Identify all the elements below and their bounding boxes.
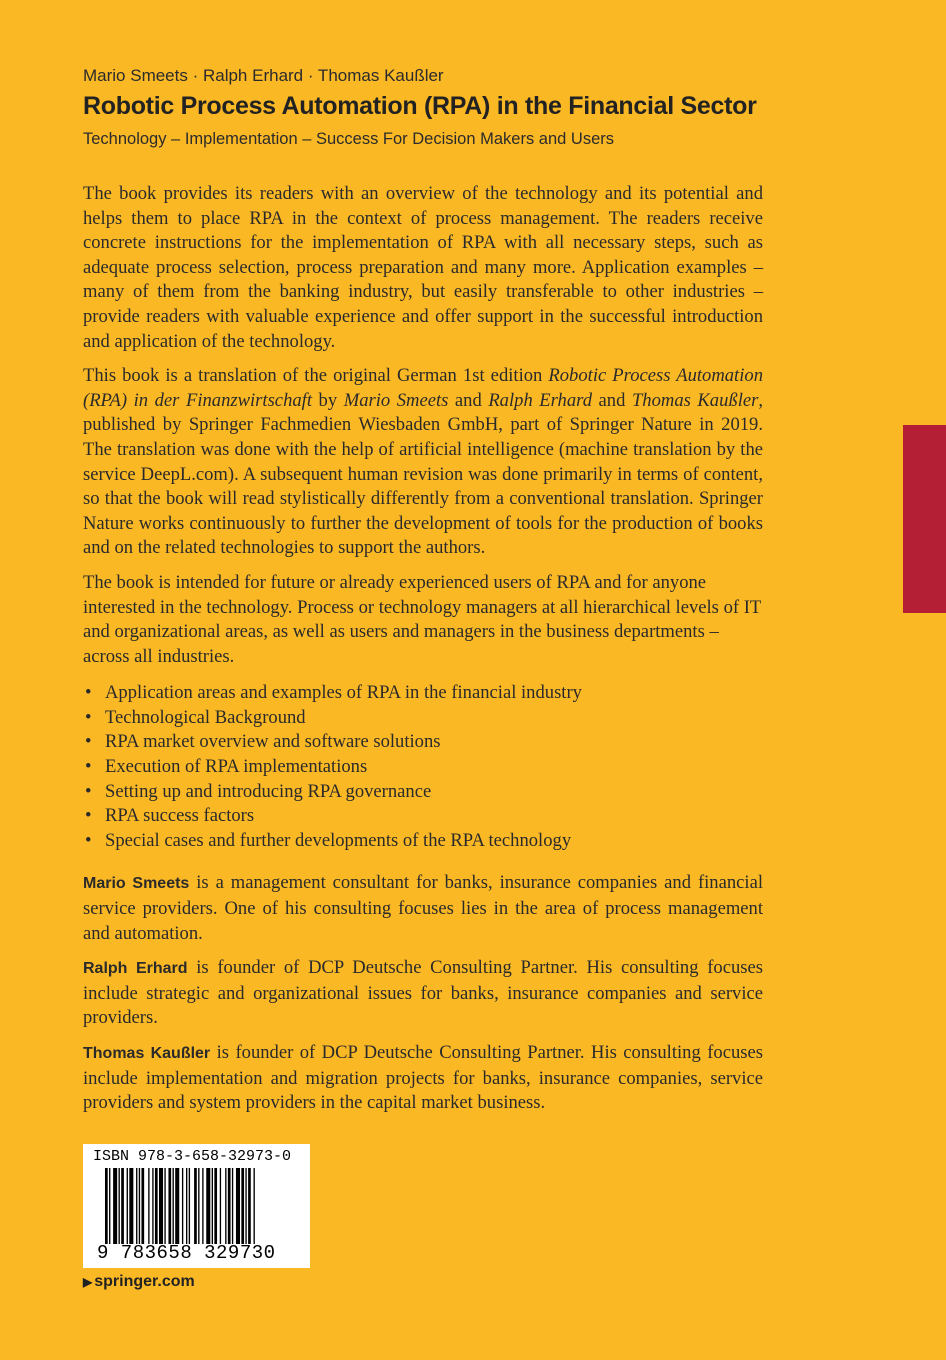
list-item-text: Technological Background	[105, 706, 306, 728]
list-item	[83, 804, 763, 829]
barcode-bar	[225, 1168, 226, 1244]
barcode-bar	[164, 1168, 165, 1244]
author-bio-erhard	[83, 956, 763, 1031]
bio-author-name: Thomas Kaußler	[83, 1045, 211, 1062]
barcode-bar	[159, 1168, 163, 1244]
website-label: springer.com	[94, 1273, 195, 1290]
author-name-italic: Thomas Kaußler	[631, 389, 759, 411]
para2-text: by	[312, 389, 344, 411]
barcode-bar	[173, 1168, 174, 1244]
barcode-bar	[168, 1168, 171, 1244]
barcode-bar	[139, 1168, 140, 1244]
barcode-bar	[232, 1168, 233, 1244]
list-item	[83, 706, 763, 731]
barcode-bar	[152, 1168, 153, 1244]
bio-author-name: Ralph Erhard	[83, 960, 188, 978]
description-paragraph-1: The book provides its readers with an overview of the technology and its potential and helps them to place RPA in the context of process management. The readers receive concrete instructions for the implementation of RPA with all necessary steps, such as adequate process selection, process preparation and many more. Application examples – many of them from the banking industry, but easily transferable to other industries – provide readers with valuable experience and offer support in the successful introduction and application of the technology.	[83, 183, 763, 352]
list-item-text: Special cases and further developments of the RPA technology	[105, 829, 572, 851]
description-paragraph-2	[83, 364, 763, 561]
barcode-bar	[245, 1168, 246, 1244]
barcode-bar	[119, 1168, 120, 1244]
isbn-digits: 9 783658 329730	[97, 1242, 276, 1264]
list-item-text: Application areas and examples of RPA in the financial industry	[105, 682, 582, 704]
bullet-icon: •	[85, 780, 92, 802]
original-title: Robotic Process Automation (RPA) in der Finanzwirtschaft	[83, 365, 763, 411]
para2-text: and	[448, 389, 489, 411]
barcode-bar	[175, 1168, 179, 1244]
isbn-label: ISBN 978-3-658-32973-0	[93, 1148, 292, 1165]
barcode-bar	[236, 1168, 240, 1244]
authors-line: Mario Smeets · Ralph Erhard · Thomas Kaußler	[83, 66, 444, 85]
bio-text: is a management consultant for banks, insurance companies and financial service providers. One of his consulting focuses lies in the area of process management and automation.	[83, 872, 763, 944]
springer-link[interactable]	[83, 1273, 195, 1291]
barcode-bar	[129, 1168, 133, 1244]
barcode-bar	[248, 1168, 251, 1244]
barcode-bar	[206, 1168, 210, 1244]
book-subtitle: Technology – Implementation – Success For Decision Makers and Users	[83, 130, 614, 148]
book-title: Robotic Process Automation (RPA) in the Financial Sector	[83, 92, 757, 120]
list-item	[83, 829, 763, 854]
barcode-bar	[228, 1168, 231, 1244]
barcode-bar	[155, 1168, 158, 1244]
barcode-bar	[127, 1168, 128, 1244]
barcode-bar	[136, 1168, 137, 1244]
barcode-bar	[198, 1168, 199, 1244]
author-name-italic: Ralph Erhard	[488, 389, 592, 411]
barcode-bar	[220, 1168, 221, 1244]
barcode-bar	[194, 1168, 197, 1244]
barcode-bar	[189, 1168, 190, 1244]
barcode-bar	[105, 1168, 108, 1244]
barcode-bar	[182, 1168, 183, 1244]
author-bio-smeets	[83, 871, 763, 946]
barcode-bar	[121, 1168, 124, 1244]
list-item-text: RPA market overview and software solutions	[105, 731, 441, 753]
list-item-text: RPA success factors	[105, 805, 255, 827]
barcode-bar	[186, 1168, 187, 1244]
arrow-right-icon: ▶	[83, 1275, 93, 1289]
barcode-bar	[202, 1168, 203, 1244]
barcode-bar	[212, 1168, 213, 1244]
bullet-icon: •	[85, 731, 92, 753]
author-name-italic: Mario Smeets	[343, 389, 449, 411]
bio-text: is founder of DCP Deutsche Consulting Partner. His consulting focuses include strategic and organizational issues for banks, insurance companies and service providers.	[83, 957, 763, 1029]
list-item	[83, 730, 763, 755]
bio-author-name: Mario Smeets	[83, 875, 190, 893]
list-item-text: Setting up and introducing RPA governance	[105, 780, 432, 802]
bullet-icon: •	[85, 756, 92, 778]
bullet-icon: •	[85, 682, 92, 704]
bullet-icon: •	[85, 805, 92, 827]
list-item-text: Execution of RPA implementations	[105, 756, 368, 778]
barcode-bar	[214, 1168, 217, 1244]
barcode-bar	[109, 1168, 110, 1244]
barcode-bar	[113, 1168, 117, 1244]
barcode-bar	[241, 1168, 244, 1244]
list-item	[83, 681, 763, 706]
bullet-icon: •	[85, 706, 92, 728]
description-paragraph-3: The book is intended for future or already experienced users of RPA and for anyone interested in the technology. Process or technology managers at all hierarchical levels of IT and organizational areas, as well as users and managers in the business departments – across all industries.	[83, 571, 761, 667]
para2-text: and	[592, 389, 632, 411]
para2-text: This book is a translation of the original German 1st edition	[83, 365, 549, 387]
list-item	[83, 755, 763, 780]
barcode-bar	[148, 1168, 149, 1244]
topics-list	[83, 681, 763, 853]
back-cover-body	[83, 182, 763, 1126]
list-item	[83, 780, 763, 805]
isbn-barcode	[83, 1144, 310, 1268]
barcode-bar	[254, 1168, 255, 1244]
bio-text: is founder of DCP Deutsche Consulting Partner. His consulting focuses include implementation and migration projects for banks, insurance companies, service providers and system providers in the capital market business.	[83, 1042, 763, 1114]
barcode-bar	[141, 1168, 144, 1244]
para2-text: , published by Springer Fachmedien Wiesbaden GmbH, part of Springer Nature in 2019. The translation was done with the help of artificial intelligence (machine translation by the service DeepL.com). A subsequent human revision was done primarily in terms of content, so that the book will read stylistically differently from a conventional translation. Springer Nature works continuously to further the development of tools for the production of books and on the related technologies to support the authors.	[83, 389, 764, 559]
spine-color-tab	[903, 425, 946, 613]
author-bio-kaussler	[83, 1041, 763, 1116]
barcode-bars	[105, 1168, 295, 1244]
bullet-icon: •	[85, 829, 92, 851]
